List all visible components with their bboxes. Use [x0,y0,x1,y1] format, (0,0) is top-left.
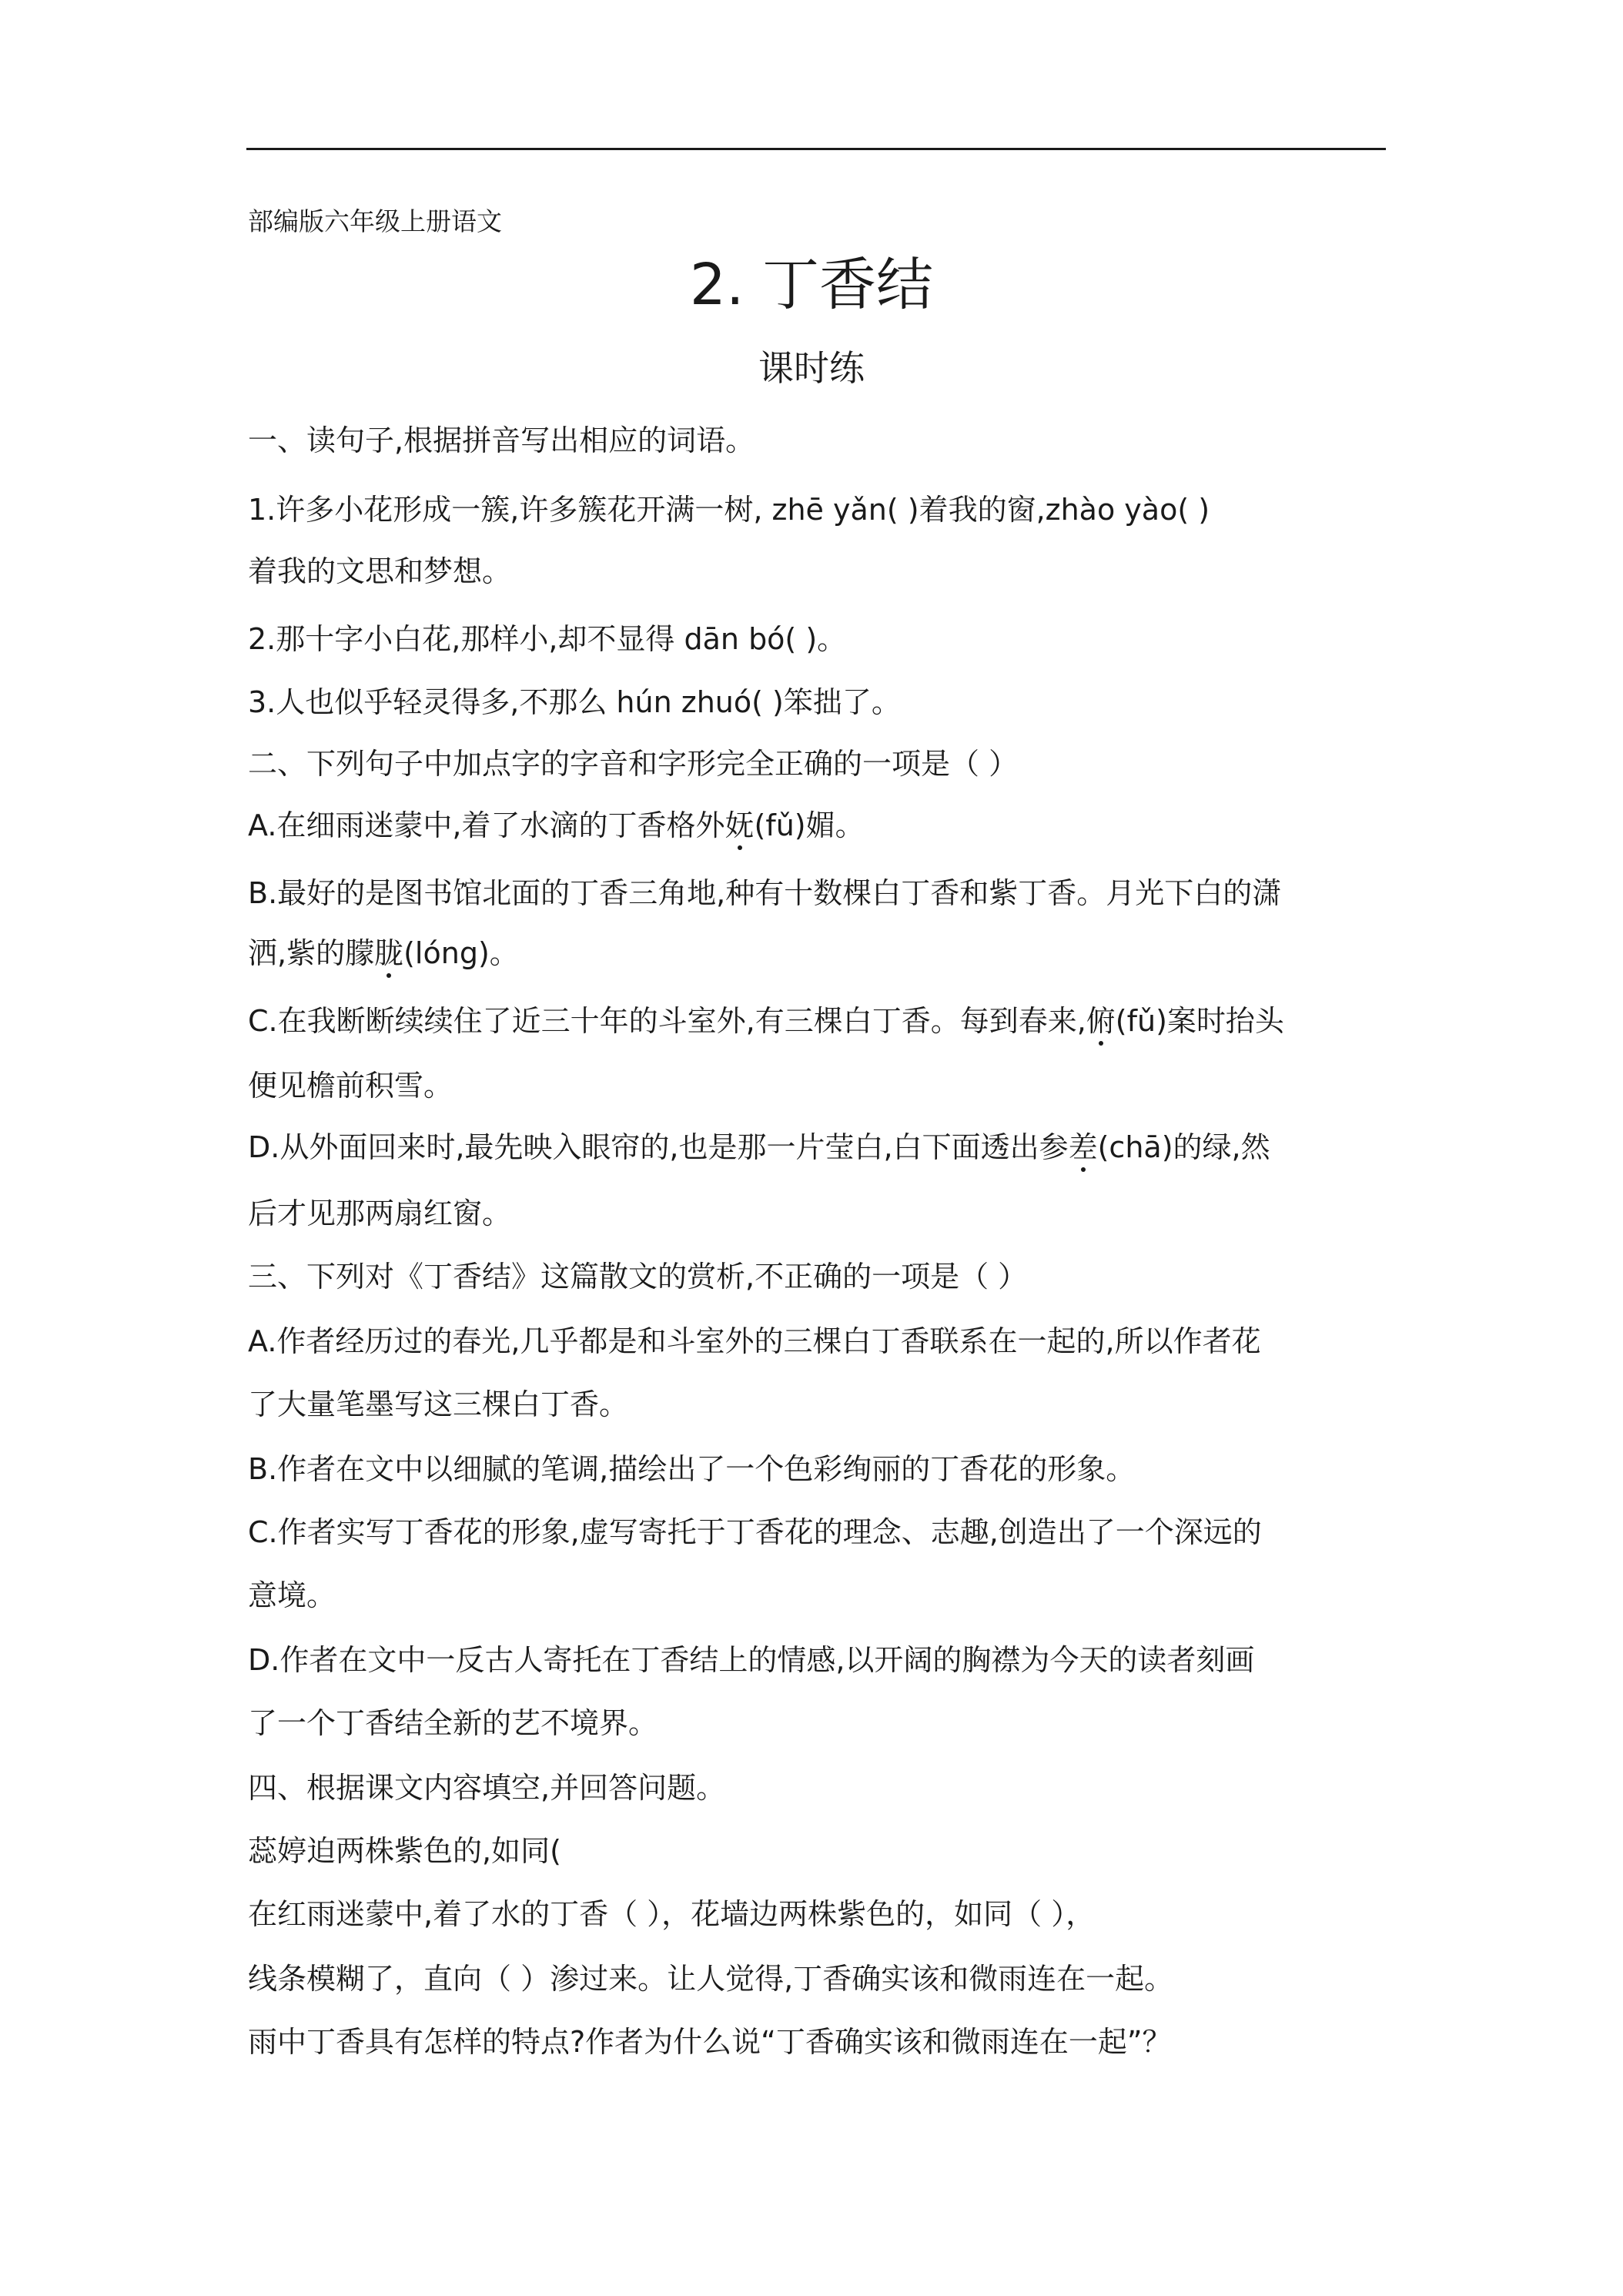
option-b-text-before: 洒,紫的朦 [248,936,375,970]
section3-option-a-line1: A.作者经历过的春光,几乎都是和斗室外的三棵白丁香联系在一起的,所以作者花 [248,1324,1261,1358]
section3-heading: 三、下列对《丁香结》这篇散文的赏析,不正确的一项是（ ） [248,1260,1028,1294]
section2-option-d-line1 [248,1129,1270,1166]
section3-option-d-line2: 了一个丁香结全新的艺不境界。 [248,1706,658,1740]
section2-option-c-line1 [248,1002,1284,1039]
option-c-dotted-char: 俯 [1086,1004,1116,1038]
section1-heading: 一、读句子,根据拼音写出相应的词语。 [248,423,755,457]
section1-q1-line2: 着我的文思和梦想。 [248,554,512,588]
section3-option-b: B.作者在文中以细腻的笔调,描绘出了一个色彩绚丽的丁香花的形象。 [248,1452,1136,1486]
section3-option-d-line1: D.作者在文中一反古人寄托在丁香结上的情感,以开阔的胸襟为今天的读者刻画 [248,1643,1255,1677]
option-a-text-after: (fǔ)媚。 [754,808,865,842]
option-d-text-before: D.从外面回来时,最先映入眼帘的,也是那一片莹白,白下面透出参 [248,1130,1069,1164]
section2-option-a [248,807,865,844]
section3-option-c-line2: 意境。 [248,1578,336,1612]
section3-option-a-line2: 了大量笔墨写这三棵白丁香。 [248,1387,629,1421]
section4-fill-line1: 在红雨迷蒙中,着了水的丁香（ ），花墙边两株紫色的，如同（ ）， [248,1897,1096,1931]
header-label: 部编版六年级上册语文 [248,206,502,236]
option-b-dotted-char: 胧 [374,936,404,970]
page-title: 2. 丁香结 [689,252,934,318]
section2-option-c-line2: 便见檐前积雪。 [248,1069,453,1103]
section1-q3: 3.人也似乎轻灵得多,不那么 hún zhuó( )笨拙了。 [248,685,901,719]
option-c-text-before: C.在我断断续续住了近三十年的斗室外,有三棵白丁香。每到春来, [248,1004,1086,1038]
section1-q1-line1: 1.许多小花形成一簇,许多簇花开满一树, zhē yǎn( )着我的窗,zhào yào( ) [248,493,1210,527]
option-a-dotted-char: 妩 [724,808,755,842]
section4-garbled-line: 蕊婷迫两株紫色的,如同( [248,1834,561,1868]
section2-option-d-line2: 后才见那两扇红窗。 [248,1197,512,1230]
page-subtitle: 课时练 [758,347,865,389]
option-d-text-after: (chā)的绿,然 [1097,1130,1270,1164]
section3-option-c-line1: C.作者实写丁香花的形象,虚写寄托于丁香花的理念、志趣,创造出了一个深远的 [248,1515,1262,1549]
section2-heading: 二、下列句子中加点字的字音和字形完全正确的一项是（ ） [248,747,1019,781]
section4-fill-line2: 线条模糊了，直向（ ）渗过来。让人觉得,丁香确实该和微雨连在一起。 [248,1962,1174,1996]
header-rule [246,148,1386,150]
section1-q2: 2.那十字小白花,那样小,却不显得 dān bó( )。 [248,622,847,656]
option-b-text-after: (lóng)。 [403,936,519,970]
section4-heading: 四、根据课文内容填空,并回答问题。 [248,1771,726,1805]
option-a-text-before: A.在细雨迷蒙中,着了水滴的丁香格外 [248,808,725,842]
section2-option-b-line2 [248,935,519,972]
section4-question: 雨中丁香具有怎样的特点?作者为什么说“丁香确实该和微雨连在一起”？ [248,2025,1172,2059]
section2-option-b-line1: B.最好的是图书馆北面的丁香三角地,种有十数棵白丁香和紫丁香。月光下白的潇 [248,876,1282,910]
option-d-dotted-char: 差 [1068,1130,1098,1164]
option-c-text-after: (fǔ)案时抬头 [1115,1004,1284,1038]
